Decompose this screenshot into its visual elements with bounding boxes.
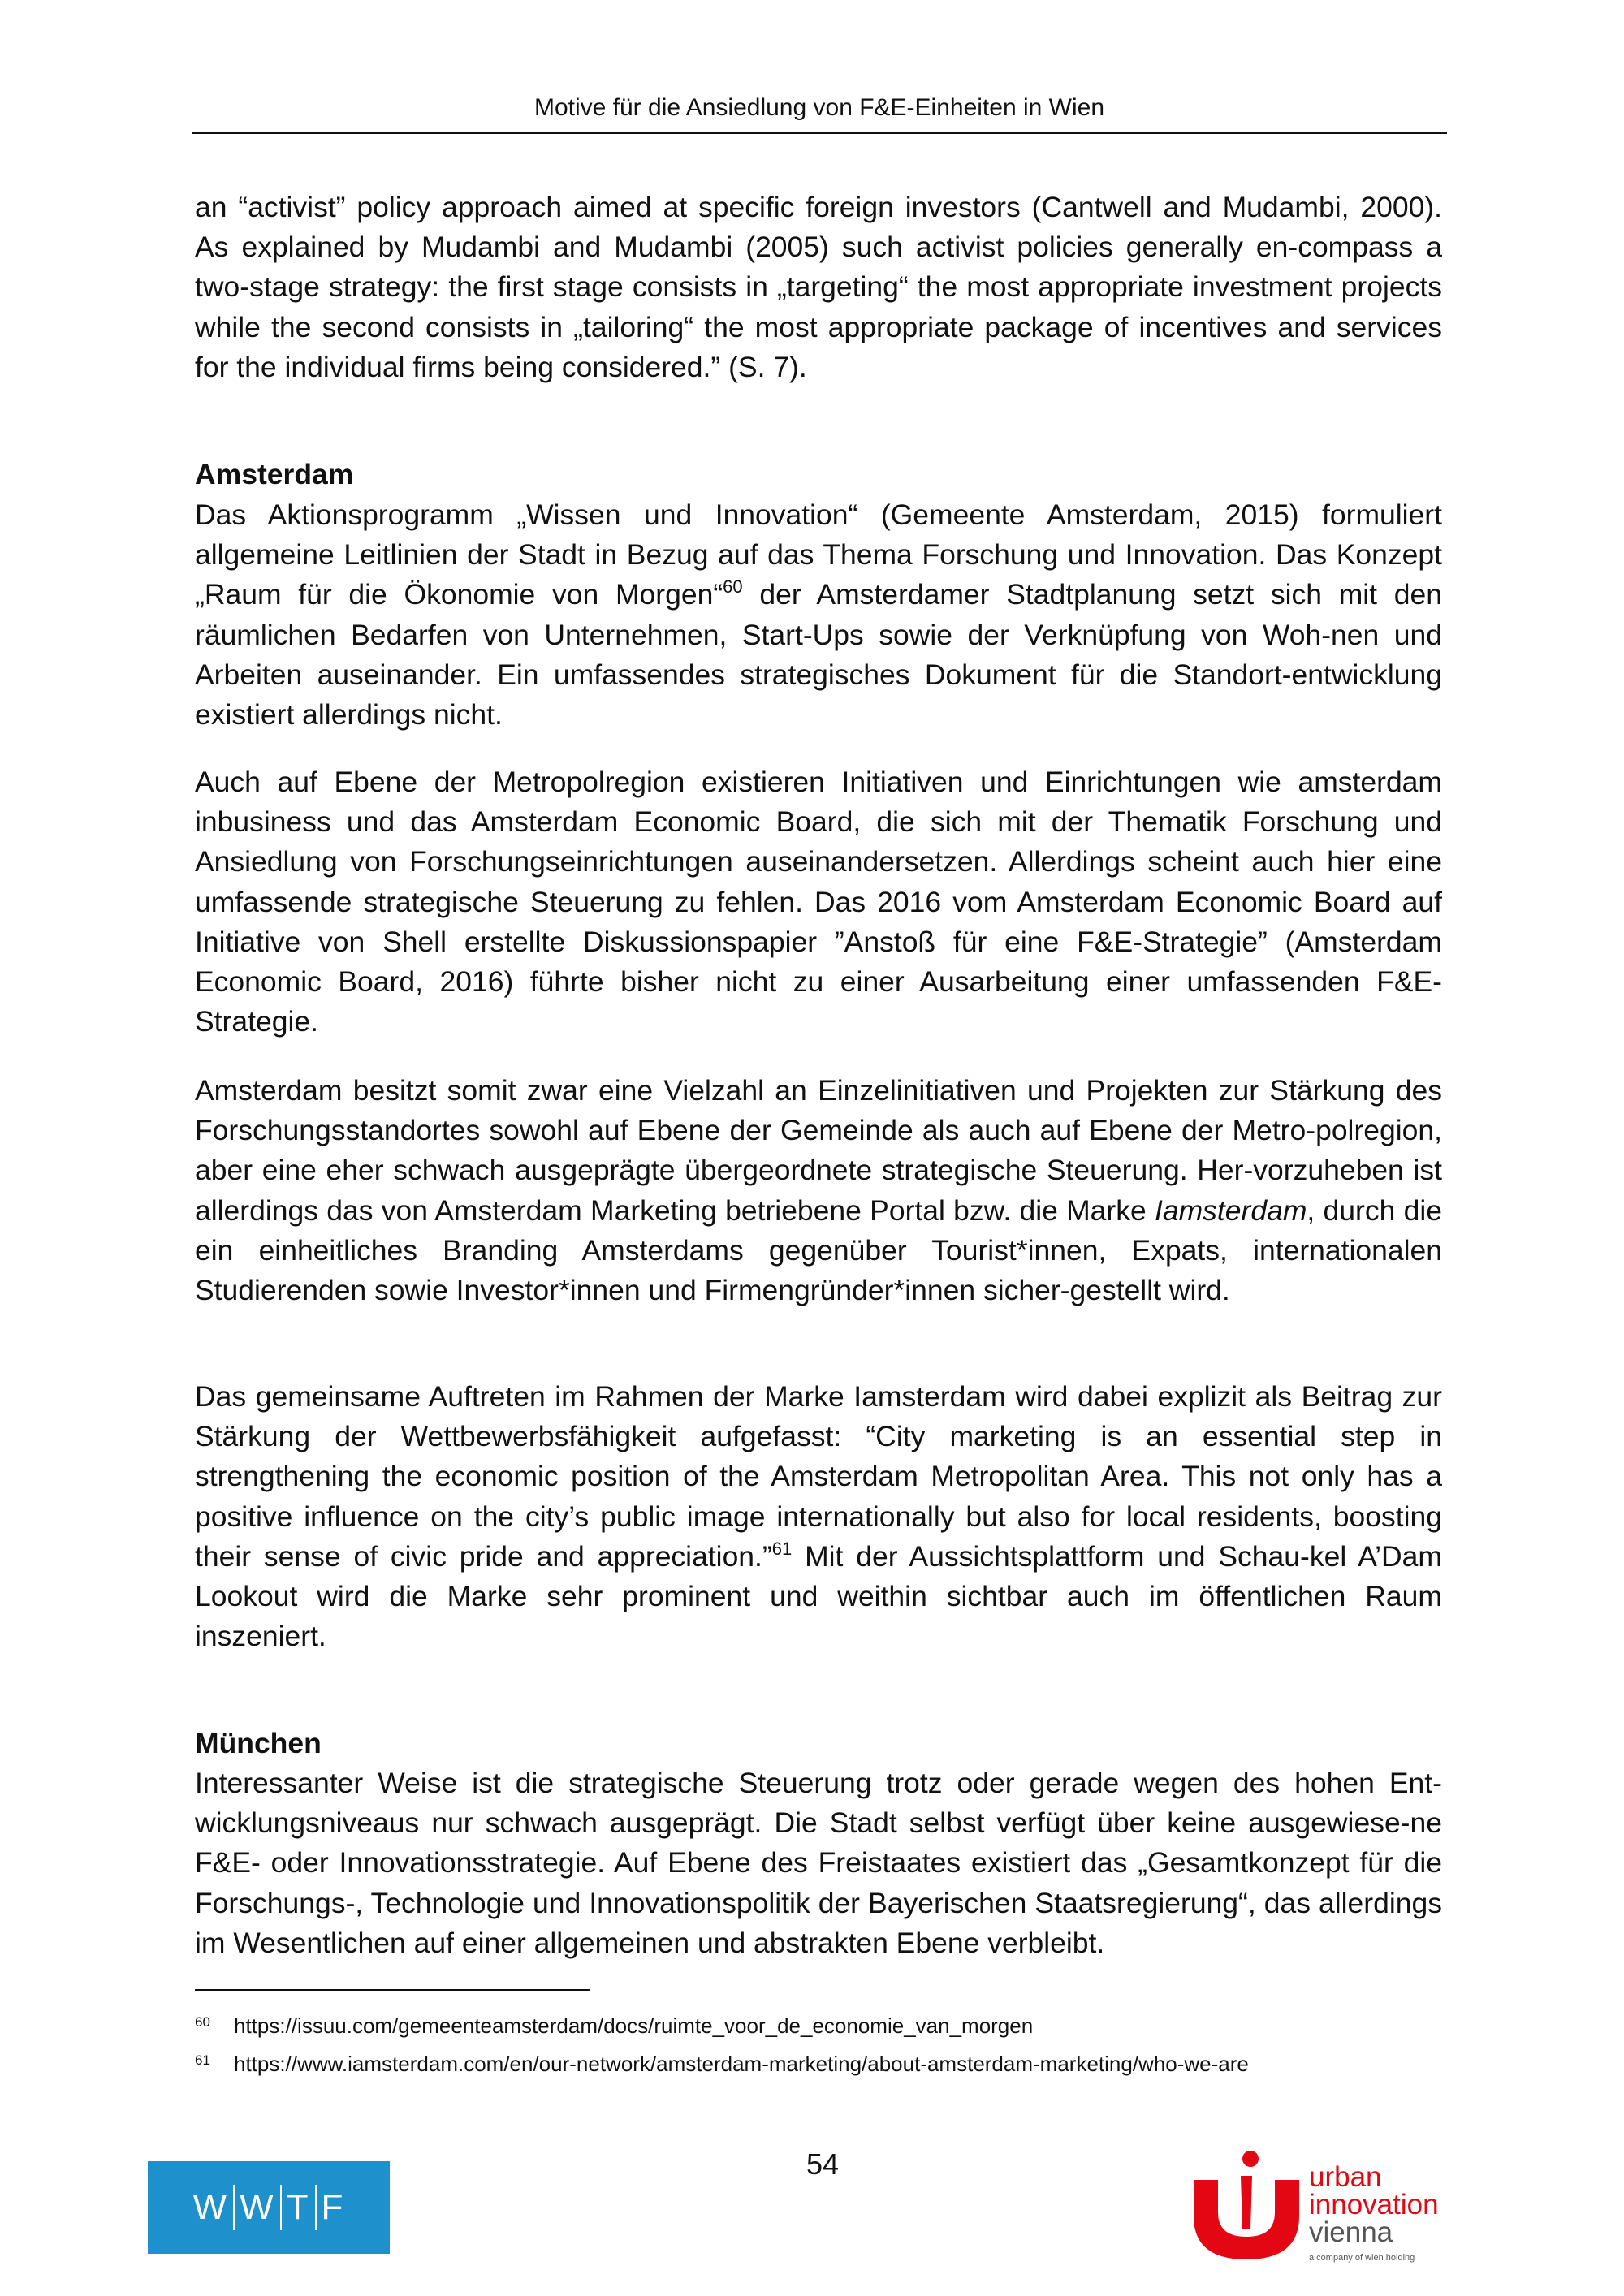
logo-text: vienna: [1309, 2216, 1393, 2248]
paragraph-quote-continuation: an “activist” policy approach aimed at specific foreign investors (Cantwell and Mudambi, 2000). As explained by Mudambi and Mudambi (2005) such activist policies generally en-compass a two-stage strategy: the first stage consists in „targeting“ the most appropriate investment projects while the second consists in „tailoring“ the most appropriate package of incentives and services for the individual firms being considered.” (S. 7).: [195, 191, 1442, 383]
text: Mit der Aussichtsplattform und Schau-kel A’Dam Lookout wird die Marke sehr prominent und weithin sichtbar auch im öffentlichen Raum inszeniert.: [195, 1539, 1442, 1653]
footnote-61: [195, 2047, 1249, 2078]
wwtf-logo: [148, 2161, 390, 2254]
running-header: Motive für die Ansiedlung von F&E-Einheiten in Wien: [533, 94, 1105, 121]
urban-innovation-vienna-logo: [1186, 2147, 1470, 2263]
footnote-60: [195, 2009, 1033, 2039]
uiv-wordmark: [1309, 2161, 1439, 2248]
logo-text: urban: [1309, 2161, 1382, 2193]
footnote-link[interactable]: https://issuu.com/gemeenteamsterdam/docs/ruimte_voor_de_economie_van_morgen: [234, 2013, 1034, 2038]
paragraph-amsterdam-1: [195, 495, 1442, 735]
footnote-rule: [195, 1989, 590, 1991]
text: Das gemeinsame Auftreten im Rahmen der Marke Iamsterdam wird dabei explizit als Beitrag zur Stärkung der Wettbewerbsfähigkeit aufgefasst: “City marketing is an essential step in strengthening the economic position of the Amsterdam Metropolitan Area. This not only has a positive influence on the city’s public image internationally but also for local residents, boosting their sense of civic pride and appreciation.”: [195, 1380, 1442, 1573]
logo-letter: W: [240, 2187, 275, 2227]
text: Amsterdam besitzt somit zwar eine Vielzahl an Einzelinitiativen und Projekten zur Stärkung des Forschungsstandortes sowohl auf Ebene der Gemeinde als auch auf Ebene der Metro-polregion, aber eine eher schwach ausgeprägte übergeordnete strategische Steuerung. Her-vorzuheben ist allerdings das von Amsterdam Marketing betriebene Portal bzw. die Marke: [195, 1074, 1442, 1227]
footnote-number: 60: [195, 2014, 210, 2030]
brand-iamsterdam: Iamsterdam: [1155, 1193, 1307, 1227]
logo-letter: T: [286, 2187, 310, 2227]
uiv-u-mark-icon: [1186, 2147, 1307, 2263]
paragraph-muenchen-1: Interessanter Weise ist die strategische Steuerung trotz oder gerade wegen des hohen Ent-wicklungsniveaus nur schwach ausgeprägt. Die Stadt selbst verfügt über keine ausgewiese-ne F&E- oder Innovationsstrategie. Auf Ebene des Freistaates existiert das „Gesamtkonzept für die Forschungs-, Technologie und Innovationspolitik der Bayerischen Staatsregierung“, das allerdings im Wesentlichen auf einer allgemeinen und abstrakten Ebene verbleibt.: [195, 1767, 1442, 1959]
heading-muenchen: München: [195, 1727, 322, 1759]
heading-amsterdam: Amsterdam: [195, 458, 354, 490]
logo-letter: F: [321, 2187, 345, 2227]
footnote-link[interactable]: https://www.iamsterdam.com/en/our-network/amsterdam-marketing/about-amsterdam-marketing/who-we-are: [234, 2052, 1249, 2076]
logo-text: innovation: [1309, 2189, 1439, 2220]
paragraph-amsterdam-4: [195, 1377, 1442, 1656]
footnote-ref-60[interactable]: 60: [723, 576, 743, 598]
page-number: 54: [806, 2147, 840, 2181]
text: Das Aktionsprogramm „Wissen und Innovation“ (Gemeente Amsterdam, 2015) formuliert allgemeine Leitlinien der Stadt in Bezug auf das Thema Forschung und Innovation. Das Konzept „Raum für die Ökonomie von Morgen“: [195, 498, 1442, 611]
logo-subtitle: a company of wien holding: [1309, 2253, 1415, 2263]
paragraph-amsterdam-2: Auch auf Ebene der Metropolregion existieren Initiativen und Einrichtungen wie amsterdam inbusiness und das Amsterdam Economic Board, die sich mit der Thematik Forschung und Ansiedlung von Forschungseinrichtungen auseinandersetzen. Allerdings scheint auch hier eine umfassende strategische Steuerung zu fehlen. Das 2016 vom Amsterdam Economic Board auf Initiative von Shell erstellte Diskussionspapier ”Anstoß für eine F&E-Strategie” (Amsterdam Economic Board, 2016) führte bisher nicht zu einer Ausarbeitung einer umfassenden F&E-Strategie.: [195, 766, 1442, 1038]
paragraph-amsterdam-3: [195, 1071, 1442, 1310]
logo-letter: W: [192, 2187, 229, 2227]
footnote-number: 61: [195, 2052, 210, 2068]
text: , durch die ein einheitliches Branding Amsterdams gegenüber Tourist*innen, Expats, internationalen Studierenden sowie Investor*innen und Firmengründer*innen sicher-gestellt wird.: [195, 1193, 1442, 1307]
header-rule: [192, 132, 1447, 134]
text: der Amsterdamer Stadtplanung setzt sich mit den räumlichen Bedarfen von Unternehmen, Start-Ups sowie der Verknüpfung von Woh-nen und Arbeiten auseinander. Ein umfassendes strategisches Dokument für die Standort-entwicklung existiert allerdings nicht.: [195, 578, 1442, 732]
footnote-ref-61[interactable]: 61: [771, 1538, 793, 1559]
